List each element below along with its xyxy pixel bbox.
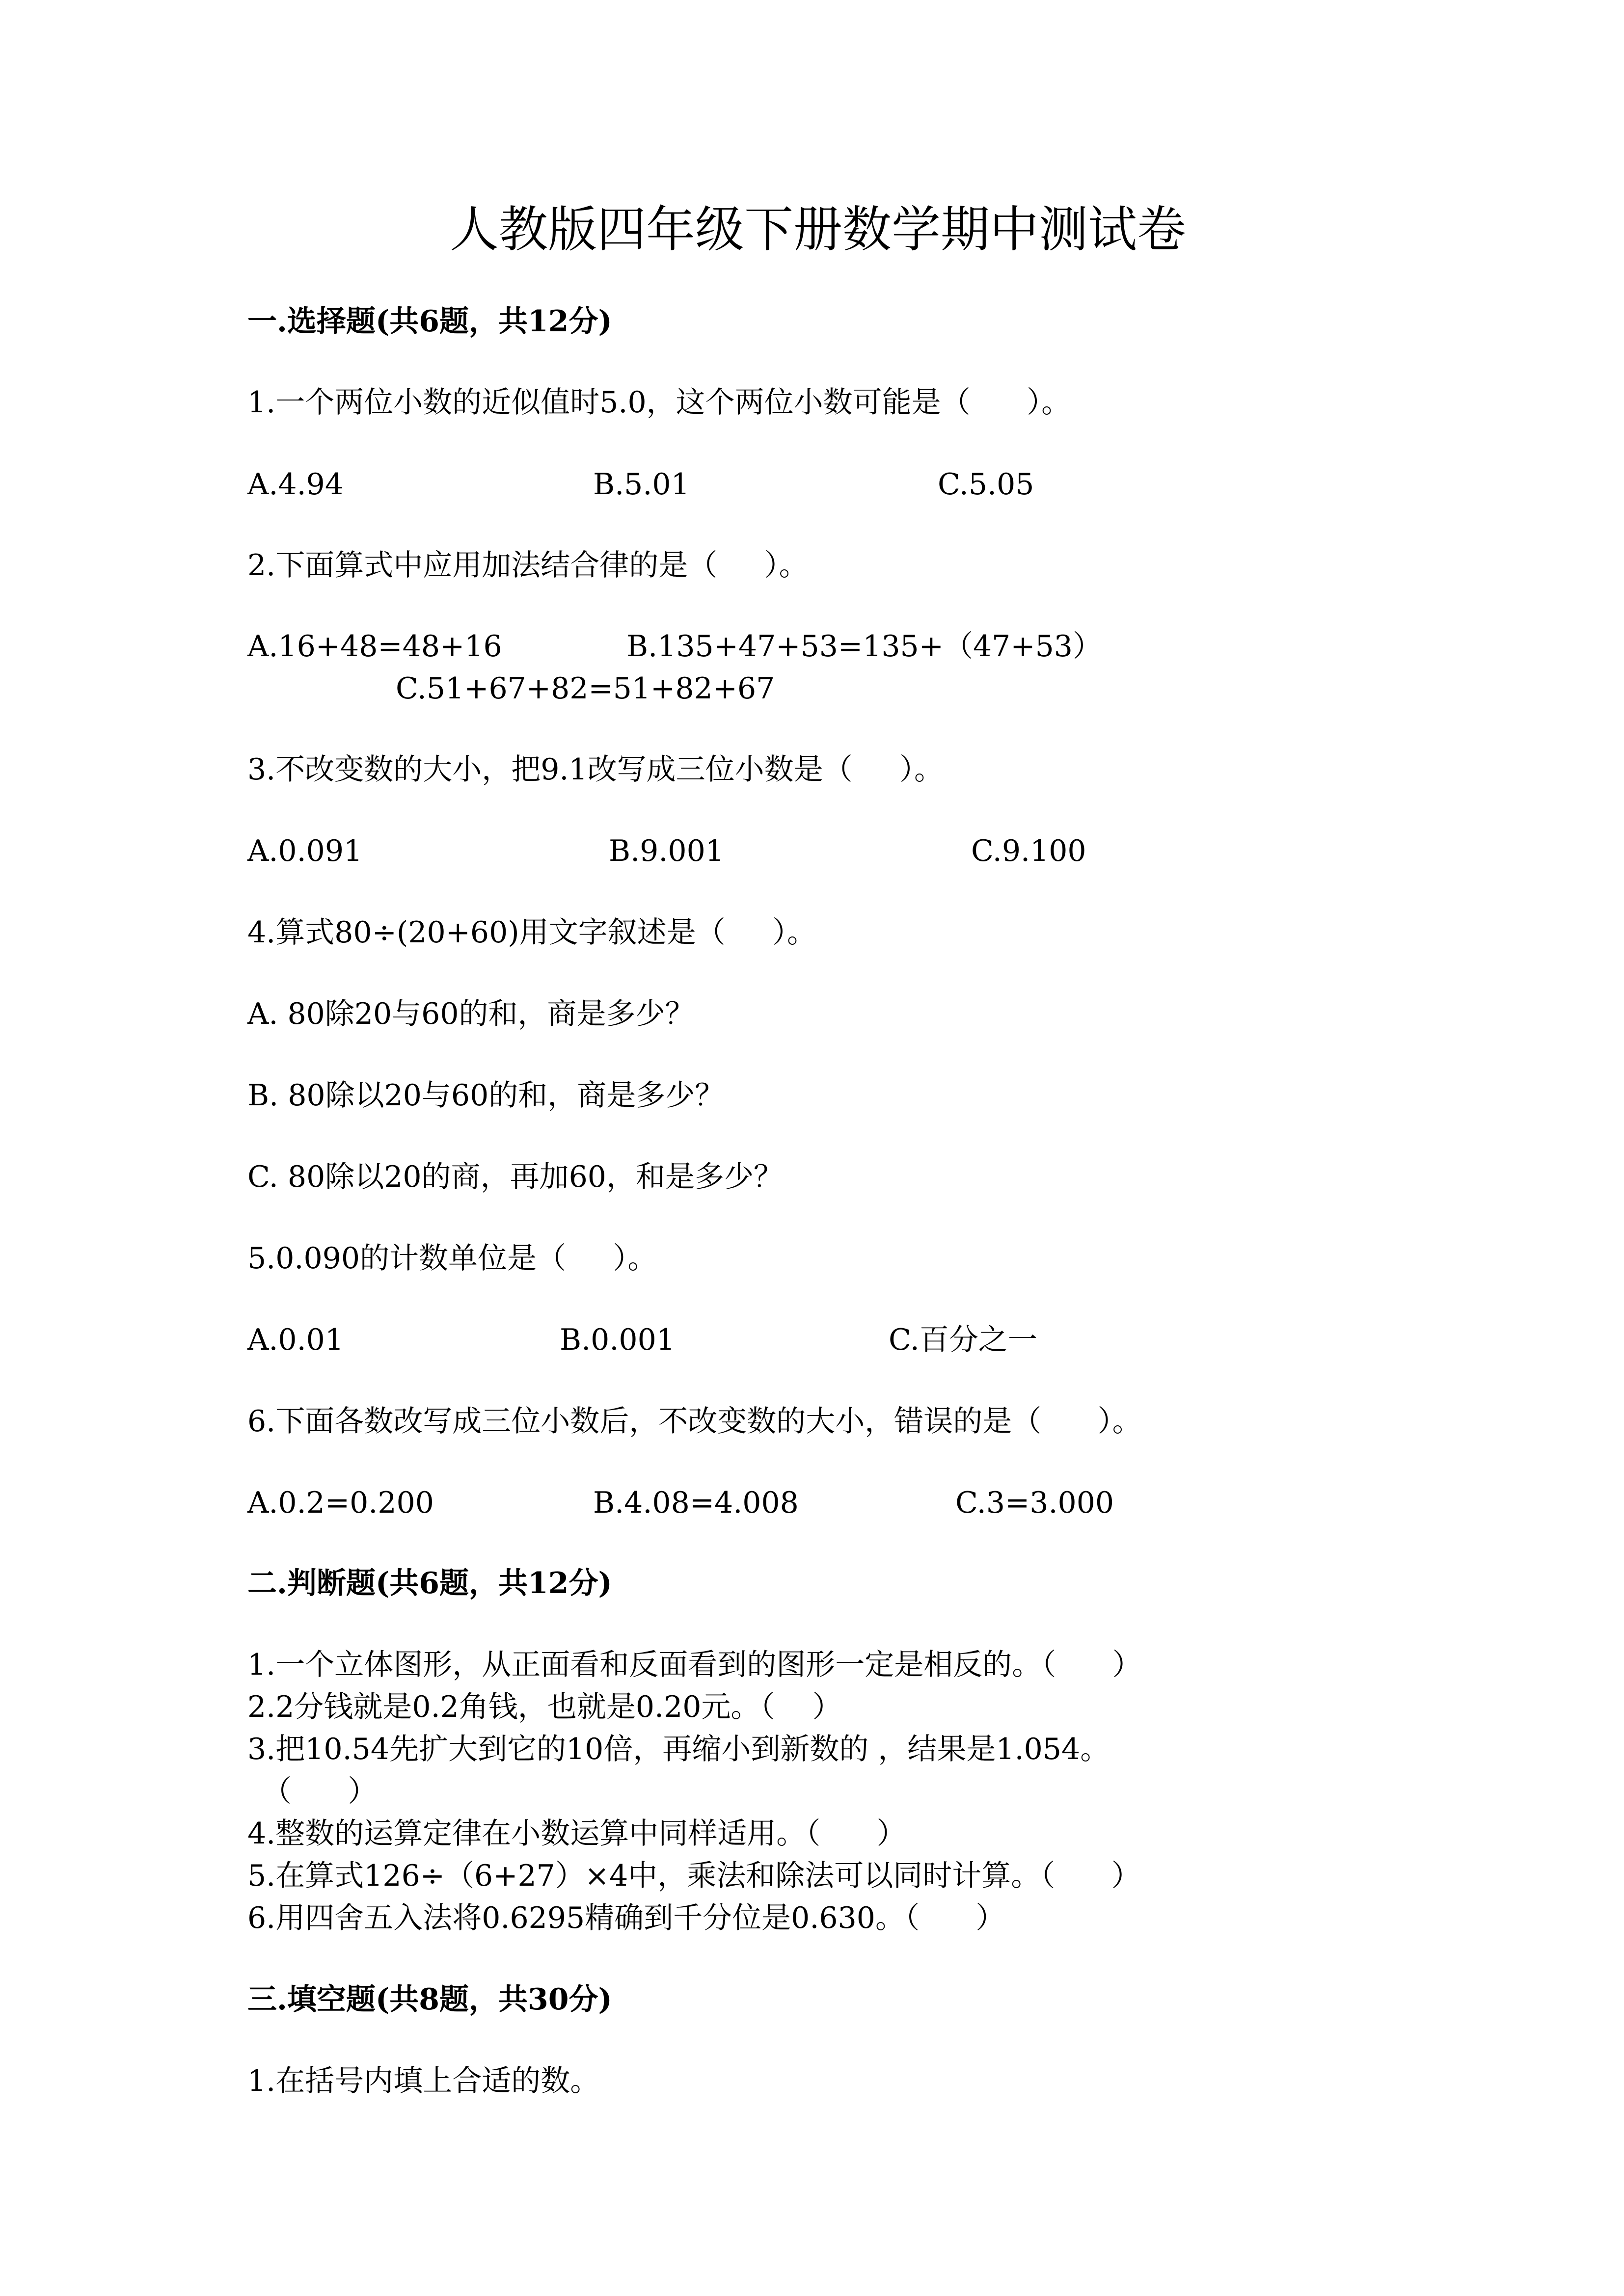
q1-4-option-a: A. 80除20与60的和，商是多少？ bbox=[247, 997, 695, 1031]
fill-question-1: 1.在括号内填上合适的数。 bbox=[247, 2064, 600, 2098]
q1-1-option-b: B.5.01 bbox=[593, 467, 690, 502]
q1-4-option-b: B. 80除以20与60的和，商是多少？ bbox=[247, 1078, 725, 1113]
judge-item-4: 4.整数的运算定律在小数运算中同样适用。（ ） bbox=[247, 1816, 906, 1851]
section-3-heading: 三.填空题(共8题，共30分) bbox=[247, 1982, 612, 2017]
judge-item-2: 2.2分钱就是0.2角钱，也就是0.20元。（ ） bbox=[247, 1690, 842, 1724]
q1-1-option-a: A.4.94 bbox=[247, 467, 344, 502]
question-1-1: 1.一个两位小数的近似值时5.0，这个两位小数可能是（ ）。 bbox=[247, 385, 1071, 420]
q1-6-option-b: B.4.08=4.008 bbox=[593, 1486, 799, 1520]
q1-2-option-a: A.16+48=48+16 bbox=[247, 629, 502, 664]
q1-2-option-b: B.135+47+53=135+（47+53） bbox=[626, 629, 1102, 664]
q1-3-option-a: A.0.091 bbox=[247, 834, 363, 868]
judge-item-5: 5.在算式126÷（6+27）×4中，乘法和除法可以同时计算。（ ） bbox=[247, 1859, 1141, 1893]
q1-4-option-c: C. 80除以20的商，再加60，和是多少？ bbox=[247, 1160, 783, 1194]
question-1-2: 2.下面算式中应用加法结合律的是（ ）。 bbox=[247, 548, 809, 583]
q1-1-option-c: C.5.05 bbox=[938, 467, 1034, 502]
q1-2-option-c: C.51+67+82=51+82+67 bbox=[396, 671, 775, 706]
section-2-heading: 二.判断题(共6题，共12分) bbox=[247, 1566, 612, 1601]
q1-3-option-c: C.9.100 bbox=[971, 834, 1086, 868]
q1-3-option-b: B.9.001 bbox=[609, 834, 724, 868]
question-1-6: 6.下面各数改写成三位小数后，不改变数的大小，错误的是（ ）。 bbox=[247, 1404, 1142, 1439]
judge-item-6: 6.用四舍五入法将0.6295精确到千分位是0.630。（ ） bbox=[247, 1901, 1005, 1935]
question-1-5: 5.0.090的计数单位是（ ）。 bbox=[247, 1241, 657, 1276]
question-1-4: 4.算式80÷(20+60)用文字叙述是（ ）。 bbox=[247, 915, 817, 950]
judge-item-3: 3.把10.54先扩大到它的10倍，再缩小到新数的 ，结果是1.054。 bbox=[247, 1732, 1110, 1766]
q1-5-option-a: A.0.01 bbox=[247, 1323, 344, 1357]
page-title: 人教版四年级下册数学期中测试卷 bbox=[450, 201, 1186, 258]
q1-6-option-c: C.3=3.000 bbox=[955, 1486, 1114, 1520]
judge-item-1: 1.一个立体图形，从正面看和反面看到的图形一定是相反的。（ ） bbox=[247, 1648, 1142, 1682]
section-1-heading: 一.选择题(共6题，共12分) bbox=[247, 304, 612, 339]
q1-6-option-a: A.0.2=0.200 bbox=[247, 1486, 434, 1520]
question-1-3: 3.不改变数的大小，把9.1改写成三位小数是（ ）。 bbox=[247, 752, 944, 787]
q1-5-option-b: B.0.001 bbox=[560, 1323, 675, 1357]
judge-item-3-bracket: （ ） bbox=[262, 1774, 378, 1809]
q1-5-option-c: C.百分之一 bbox=[889, 1323, 1037, 1357]
